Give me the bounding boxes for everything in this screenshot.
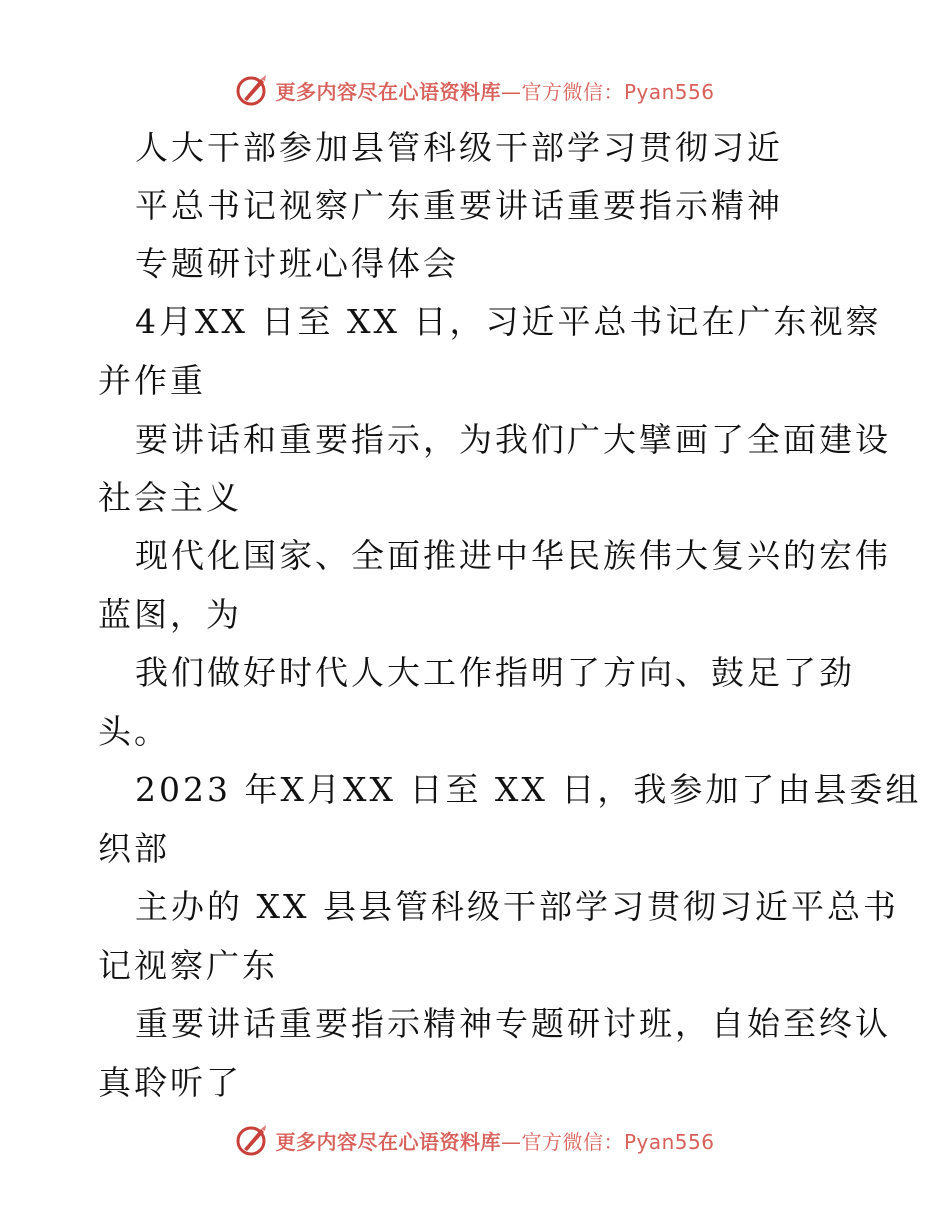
- paragraph-line: 社会主义: [98, 478, 242, 517]
- paragraph-line: 真聆听了: [98, 1063, 242, 1102]
- paragraph-line: 织部: [98, 829, 170, 868]
- paragraph-line: 头。: [98, 712, 170, 751]
- paragraph-line: 主办的 XX 县县管科级干部学习贯彻习近平总书: [135, 887, 899, 926]
- watermark-brand: 更多内容尽在心语资料库: [275, 1129, 501, 1154]
- title-line-3: 专题研讨班心得体会: [135, 244, 459, 283]
- watermark-contact: 官方微信：Pyan556: [521, 1129, 715, 1154]
- paragraph-line: 4月XX 日至 XX 日，习近平总书记在广东视察: [135, 302, 882, 341]
- paragraph-line: 要讲话和重要指示，为我们广大擘画了全面建设: [135, 420, 891, 459]
- paragraph-line: 我们做好时代人大工作指明了方向、鼓足了劲: [135, 653, 855, 692]
- title-line-2: 平总书记视察广东重要讲话重要指示精神: [135, 186, 783, 225]
- watermark-brand: 更多内容尽在心语资料库: [275, 79, 501, 104]
- title-line-1: 人大干部参加县管科级干部学习贯彻习近: [135, 128, 783, 167]
- paragraph-line: 并作重: [98, 361, 206, 400]
- paragraph-line: 记视察广东: [98, 946, 278, 985]
- paragraph-line: 现代化国家、全面推进中华民族伟大复兴的宏伟: [135, 536, 891, 575]
- quill-pen-logo-icon: [235, 1123, 269, 1157]
- paragraph-line: 蓝图，为: [98, 595, 242, 634]
- watermark-footer: [0, 1120, 950, 1160]
- paragraph-line: 2023 年X月XX 日至 XX 日，我参加了由县委组: [135, 770, 922, 809]
- paragraph-line: 重要讲话重要指示精神专题研讨班，自始至终认: [135, 1004, 891, 1043]
- watermark-dash: —: [500, 79, 522, 104]
- watermark-text: [275, 1126, 714, 1155]
- watermark-contact: 官方微信：Pyan556: [521, 79, 715, 104]
- watermark-dash: —: [500, 1129, 522, 1154]
